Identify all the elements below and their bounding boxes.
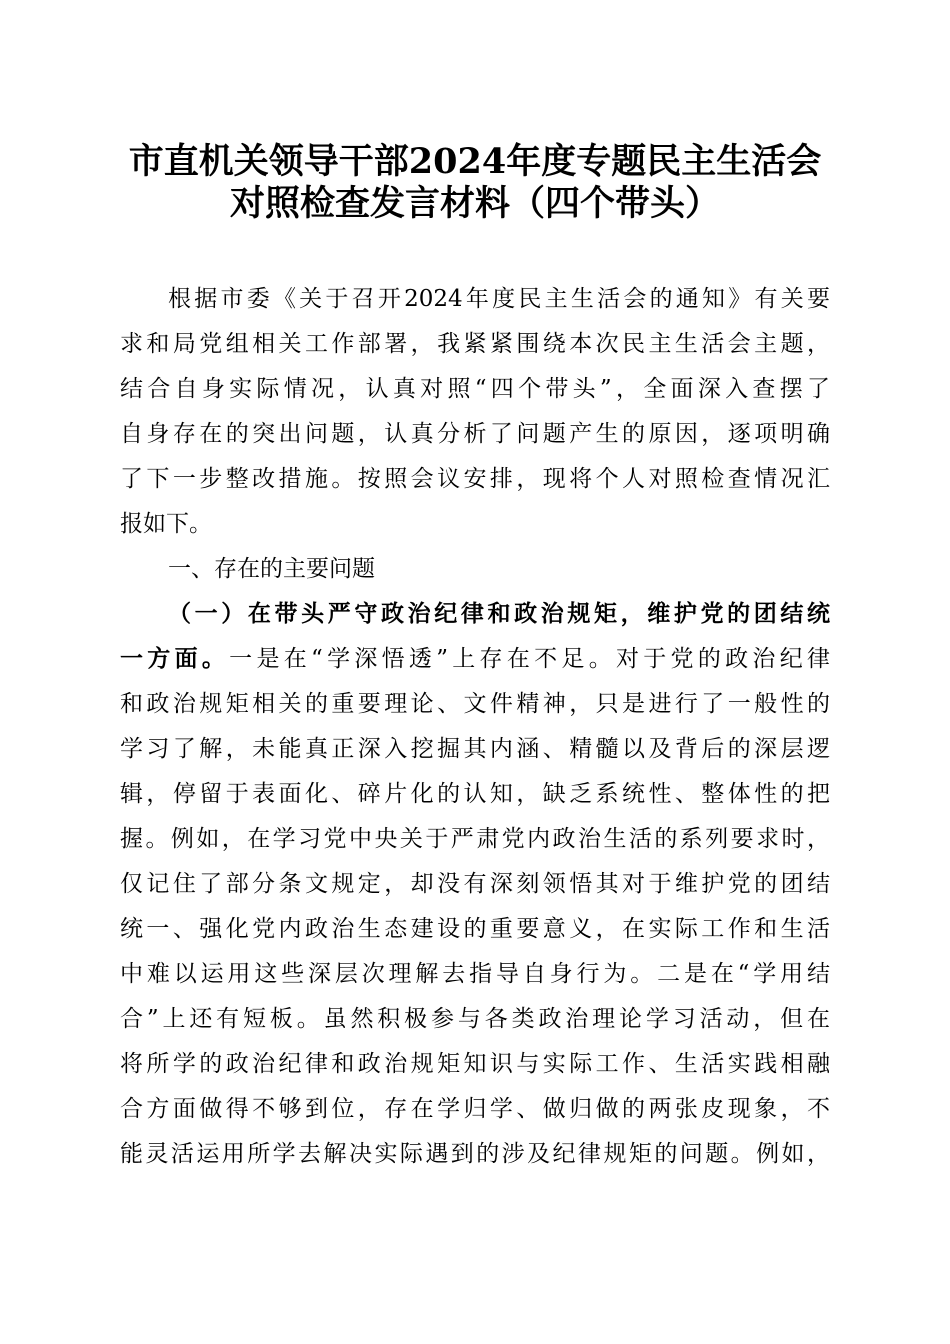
body-paragraph-line: 和政治规矩相关的重要理论、文件精神，只是进行了一般性的 (120, 691, 830, 717)
body-text-run: 一是在“学深悟透”上存在不足。对于党的政治纪律 (229, 646, 830, 672)
body-paragraph-line: 合”上还有短板。虽然积极参与各类政治理论学习活动，但在 (120, 1006, 830, 1032)
section-heading-problems: 一、存在的主要问题 (168, 556, 375, 582)
document-title-line-1: 市直机关领导干部2024年度专题民主生活会 (128, 141, 822, 182)
subsection-heading-1: （一）在带头严守政治纪律和政治规矩，维护党的团结统 (168, 600, 830, 627)
body-paragraph-line: 中难以运用这些深层次理解去指导自身行为。二是在“学用结 (120, 961, 830, 987)
body-paragraph-line: 合方面做得不够到位，存在学归学、做归做的两张皮现象，不 (120, 1096, 830, 1122)
body-paragraph-line: 辑，停留于表面化、碎片化的认知，缺乏系统性、整体性的把 (120, 781, 830, 807)
body-paragraph-line: 能灵活运用所学去解决实际遇到的涉及纪律规矩的问题。例如， (120, 1141, 830, 1167)
intro-paragraph-line: 求和局党组相关工作部署，我紧紧围绕本次民主生活会主题， (120, 331, 830, 357)
intro-paragraph-line: 结合自身实际情况，认真对照“四个带头”，全面深入查摆了 (120, 376, 830, 402)
body-paragraph-line: 学习了解，未能真正深入挖掘其内涵、精髓以及背后的深层逻 (120, 736, 830, 762)
subsection-heading-1-tail: 一方面。 (120, 645, 230, 672)
body-paragraph-line: 握。例如，在学习党中央关于严肃党内政治生活的系列要求时， (120, 826, 830, 852)
intro-paragraph-line: 报如下。 (120, 511, 212, 537)
subsection-line (120, 642, 830, 676)
body-paragraph-line: 统一、强化党内政治生态建设的重要意义，在实际工作和生活 (120, 916, 830, 942)
body-paragraph-line: 将所学的政治纪律和政治规矩知识与实际工作、生活实践相融 (120, 1051, 830, 1077)
body-paragraph-line: 仅记住了部分条文规定，却没有深刻领悟其对于维护党的团结 (120, 871, 830, 897)
intro-paragraph-line: 了下一步整改措施。按照会议安排，现将个人对照检查情况汇 (120, 466, 830, 492)
intro-paragraph-line: 自身存在的突出问题，认真分析了问题产生的原因，逐项明确 (120, 421, 830, 447)
document-title-line-2: 对照检查发言材料（四个带头） (229, 183, 720, 224)
intro-paragraph-line: 根据市委《关于召开2024年度民主生活会的通知》有关要 (168, 286, 830, 312)
